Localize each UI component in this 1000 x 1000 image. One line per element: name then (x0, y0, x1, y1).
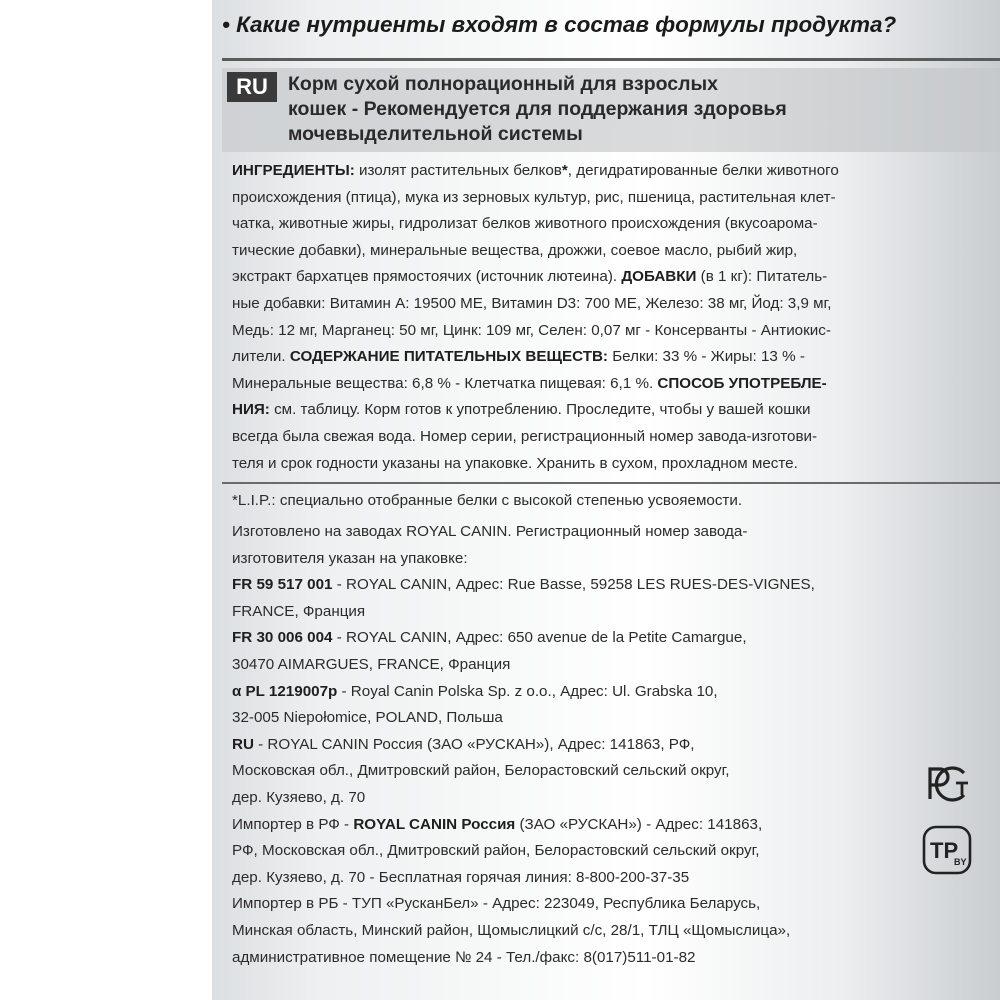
text-run: изготовителя указан на упаковке: (232, 549, 468, 567)
text-run: FRANCE, Франция (232, 602, 366, 620)
composition-line (232, 319, 992, 343)
text-run: ные добавки: Витамин А: 19500 МЕ, Витамин D3: 700 МЕ, Железо: 38 мг, Йод: 3,9 мг, (232, 295, 832, 312)
text-run: теля и срок годности указаны на упаковке. Хранить в сухом, прохладном месте. (232, 454, 798, 472)
text-run: 32-005 Niepołomice, POLAND, Польша (232, 709, 503, 727)
manufacturer-line (232, 520, 992, 544)
manufacturer-line (232, 786, 992, 810)
text-run: - ROYAL CANIN Россия (ЗАО «РУСКАН»), Адрес: 141863, РФ, (253, 735, 695, 753)
manufacturer-line (232, 919, 992, 943)
composition-line (232, 212, 992, 236)
manufacturer-line (232, 733, 992, 757)
composition-line (232, 292, 992, 316)
text-run: (в 1 кг): Питатель- (696, 268, 828, 286)
text-run: Импортер в РФ - (232, 815, 354, 833)
bold-term: НИЯ: (232, 401, 270, 419)
composition-line (232, 452, 992, 476)
text-run: Импортер в РБ - ТУП «РусканБел» - Адрес: 223049, Республика Беларусь, (232, 895, 761, 913)
tr-mark-graphic (922, 825, 972, 875)
manufacturer-line (232, 626, 992, 650)
composition-line (232, 398, 992, 422)
text-run: см. таблицу. Корм готов к употреблению. Проследите, чтобы у вашей кошки (269, 401, 811, 419)
text-run: всегда была свежая вода. Номер серии, регистрационный номер завода-изготови- (232, 428, 818, 445)
manufacturer-line (232, 706, 992, 730)
composition-line (232, 345, 992, 369)
bold-term: ROYAL CANIN Россия (353, 815, 516, 833)
footnote: *L.I.P.: специально отобранные белки с высокой степенью усвояемости. (232, 492, 743, 509)
text-run: происхождения (птица), мука из зерновых культур, рис, пшеница, растительная клет- (232, 188, 836, 206)
text-run: (ЗАО «РУСКАН») - Адрес: 141863, (515, 815, 763, 833)
section-divider (222, 482, 1000, 484)
text-run: Московская обл., Дмитровский район, Белорастовский сельский округ, (232, 762, 730, 780)
bold-term: FR 30 006 004 (232, 629, 333, 647)
nutrient-question-heading: • Какие нутриенты входят в состав формулы продукта? (222, 12, 897, 37)
manufacturer-line (232, 866, 992, 890)
text-run: лители. (232, 348, 290, 366)
composition-line (232, 239, 992, 263)
bold-term: СОДЕРЖАНИЕ ПИТАТЕЛЬНЫХ ВЕЩЕСТВ: (289, 348, 608, 366)
text-run: административное помещение № 24 - Тел./факс: 8(017)511-01-82 (232, 948, 696, 966)
text-run: чатка, животные жиры, гидролизат белков животного происхождения (вкусоарома- (232, 215, 818, 233)
manufacturer-line (232, 892, 992, 916)
product-title (288, 72, 988, 147)
composition-line (232, 186, 992, 210)
manufacturer-line (232, 759, 992, 783)
bold-term: ИНГРЕДИЕНТЫ: (232, 162, 355, 179)
text-run: изолят растительных белков (354, 162, 562, 179)
manufacturer-line (232, 600, 992, 624)
text-run: 30470 AIMARGUES, FRANCE, Франция (232, 656, 511, 673)
text-run: Изготовлено на заводах ROYAL CANIN. Регистрационный номер завода- (232, 523, 748, 540)
product-title-line: кошек - Рекомендуется для поддержания здоровья (288, 98, 787, 120)
text-run: Минеральные вещества: 6,8 % - Клетчатка пищевая: 6,1 %. (232, 374, 658, 392)
pct-mark-graphic (918, 755, 976, 813)
product-title-line: Корм сухой полнорационный для взрослых (288, 73, 718, 95)
bold-term: СПОСОБ УПОТРЕБЛЕ- (657, 374, 827, 392)
composition-line (232, 159, 992, 183)
text-run: дер. Кузяево, д. 70 - Бесплатная горячая линия: 8-800-200-37-35 (232, 868, 690, 886)
bold-term: * (561, 162, 568, 179)
language-tag: RU (227, 72, 277, 102)
manufacturer-line (232, 680, 992, 704)
bold-term: FR 59 517 001 (232, 576, 333, 594)
bold-term: ДОБАВКИ (621, 268, 697, 286)
bold-term: α PL 1219007p (232, 682, 338, 700)
product-title-line: мочевыделительной системы (288, 123, 583, 145)
manufacturer-line (232, 653, 992, 677)
manufacturer-line (232, 573, 992, 597)
text-run: тические добавки), минеральные вещества, дрожжи, соевое масло, рыбий жир, (232, 241, 798, 259)
text-run: РФ, Московская обл., Дмитровский район, Белорастовский сельский округ, (232, 842, 760, 860)
text-run: экстракт бархатцев прямостоячих (источник лютеина). (232, 268, 622, 286)
bold-term: RU (232, 735, 254, 753)
tr-mark-main-text: TP (930, 838, 959, 863)
text-run: дер. Кузяево, д. 70 (232, 789, 366, 806)
text-run: , дегидратированные белки животного (567, 162, 839, 179)
text-run: - Royal Canin Polska Sp. z o.o., Адрес: Ul. Grabska 10, (337, 682, 718, 700)
composition-line (232, 425, 992, 449)
tr-by-mark-icon (922, 825, 972, 875)
rosstandart-pct-mark-icon (918, 755, 976, 813)
composition-line (232, 265, 992, 289)
manufacturer-line (232, 946, 992, 970)
text-run: Минская область, Минский район, Щомыслицкий с/с, 28/1, ТЛЦ «Щомыслица», (232, 922, 791, 939)
manufacturer-line (232, 813, 992, 837)
manufacturer-line (232, 839, 992, 863)
tr-mark-sub-text: BY (954, 857, 967, 867)
text-run: Медь: 12 мг, Марганец: 50 мг, Цинк: 109 мг, Селен: 0,07 мг - Консерванты - Антиокис- (232, 321, 831, 339)
composition-line (232, 372, 992, 396)
text-run: Белки: 33 % - Жиры: 13 % - (608, 348, 805, 366)
heading-rule (222, 58, 1000, 61)
text-run: - ROYAL CANIN, Адрес: 650 avenue de la Petite Camargue, (332, 629, 747, 647)
text-run: - ROYAL CANIN, Адрес: Rue Basse, 59258 LES RUES-DES-VIGNES, (332, 576, 815, 594)
manufacturer-line (232, 547, 992, 571)
